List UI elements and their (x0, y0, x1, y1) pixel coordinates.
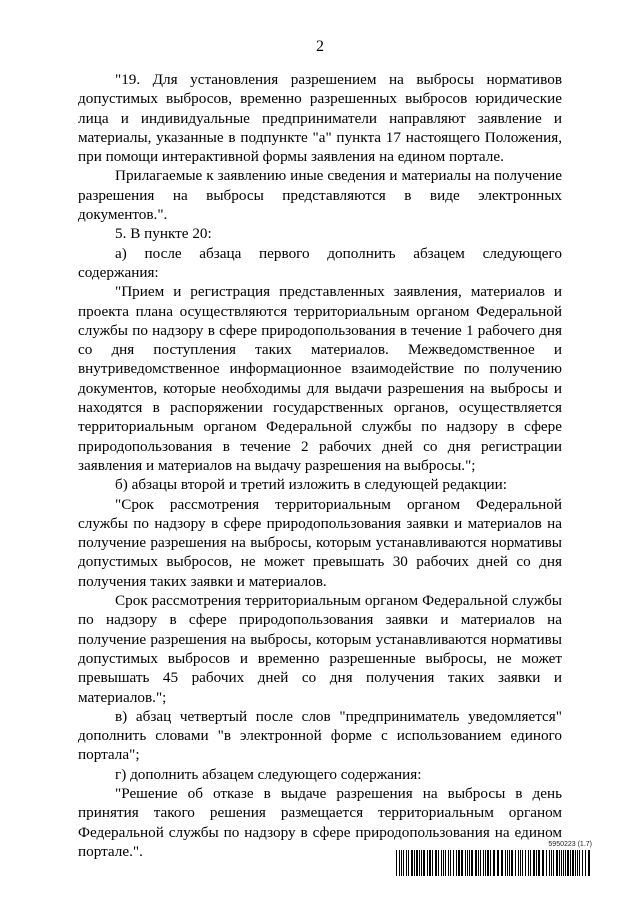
paragraph: "Прием и регистрация представленных заявления, материалов и проекта плана осуществляются территориальным органом Федеральной службы по надзору в сфере природопользования в течение 1 рабочего дня со дня поступления таких материалов. Межведомственное и внутриведомственное информационное взаимодействие по получению документов, которые необходимы для выдачи разрешения на выбросы и находятся в распоряжении государственных органов, осуществляется территориальным органом Федеральной службы по надзору в сфере природопользования в течение 2 рабочих дней со дня регистрации заявления и материалов на выдачу разрешения на выбросы."; (78, 283, 562, 474)
paragraph: б) абзацы второй и третий изложить в следующей редакции: (115, 476, 507, 494)
paragraph: 5. В пункте 20: (115, 225, 212, 243)
document-body (78, 70, 562, 861)
paragraph: г) дополнить абзацем следующего содержания: (115, 765, 422, 783)
paragraph: а) после абзаца первого дополнить абзацем следующего содержания: (78, 244, 562, 281)
paragraph: "Срок рассмотрения территориальным органом Федеральной службы по надзору в сфере природопользования заявки и материалов на получение разрешения на выбросы, которым устанавливаются нормативы допустимых выбросов, не может превышать 30 рабочих дней со дня получения таких заявки и материалов. (78, 495, 562, 590)
paragraph: Срок рассмотрения территориальным органом Федеральной службы по надзору в сфере природопользования заявки и материалов на получение разрешения на выбросы, которым устанавливаются нормативы допустимых выбросов и временно разрешенные выбросы, не может превышать 45 рабочих дней со дня получения таких заявки и материалов."; (78, 592, 562, 706)
paragraph: "19. Для установления разрешением на выбросы нормативов допустимых выбросов, временно разрешенных выбросов юридические лица и индивидуальные предприниматели направляют заявление и материалы, указанные в подпункте "а" пункта 17 настоящего Положения, при помощи интерактивной формы заявления на едином портале. (78, 71, 562, 166)
barcode-image (396, 850, 592, 876)
paragraph: в) абзац четвертый после слов "предприниматель уведомляется" дополнить словами "в электронной форме с использованием единого портала"; (78, 707, 562, 764)
paragraph: Прилагаемые к заявлению иные сведения и материалы на получение разрешения на выбросы представляются в виде электронных документов.". (78, 167, 562, 224)
page-number: 2 (316, 38, 324, 55)
paragraph: "Решение об отказе в выдаче разрешения на выбросы в день принятия такого решения размещается территориальным органом Федеральной службы по надзору в сфере природопользования на едином портале.". (78, 784, 562, 860)
document-code: 5950223 (1.7) (548, 841, 592, 848)
